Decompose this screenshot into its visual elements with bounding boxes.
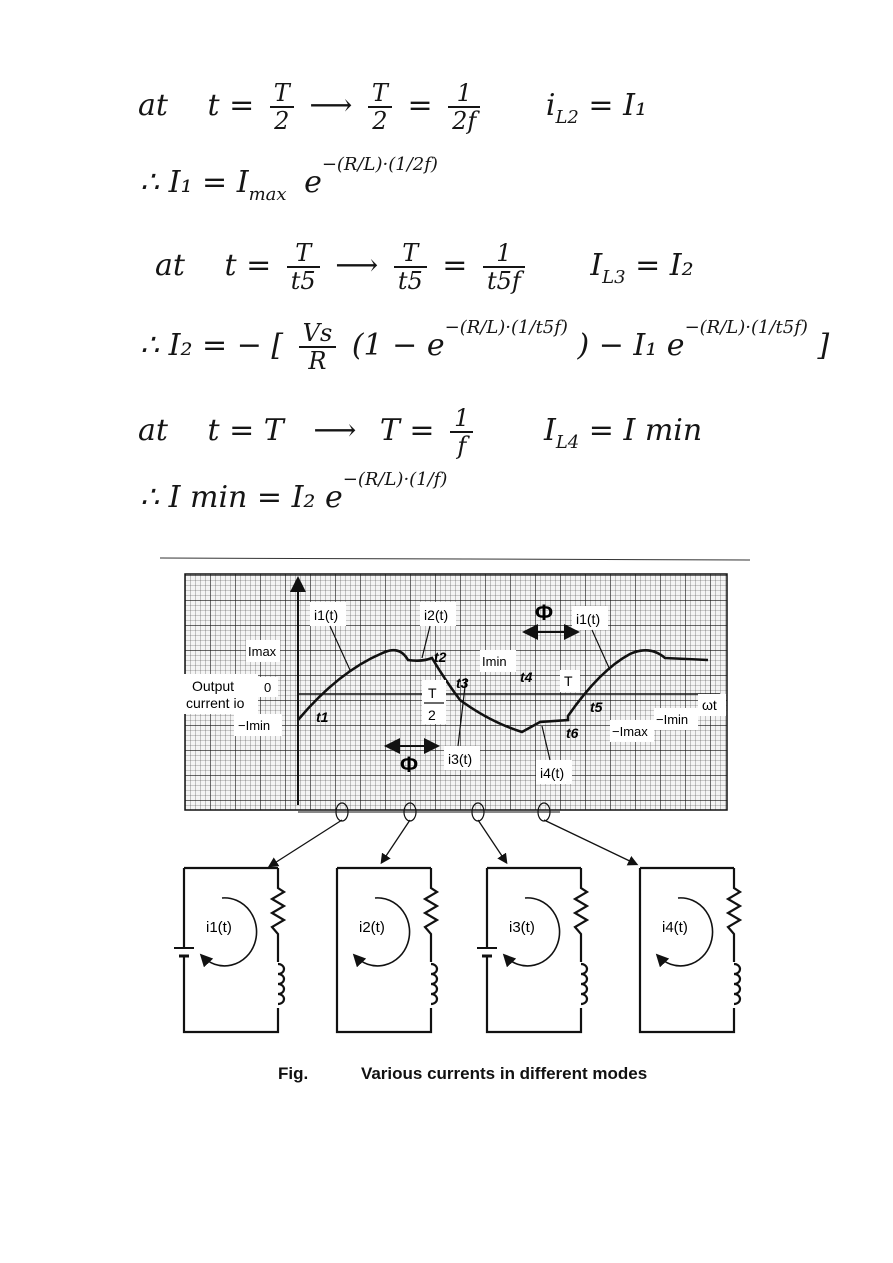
svg-text:T: T [428,685,437,701]
circuit-3 [477,868,587,1032]
eq1-frac1: $\frac{T}{2}$ [270,80,294,134]
svg-text:Φ: Φ [535,600,554,625]
eq3-eqsign: = [442,248,468,283]
eq4-exp1: −(R/L)·(1/t5f) [444,317,568,338]
eq4-middle: (1 − e [351,328,445,363]
eq3-prefix: at [155,248,185,283]
svg-text:Imin: Imin [482,654,507,669]
eq3-frac1: $\frac{T}{t5}$ [287,240,320,294]
battery-icon [174,948,194,964]
svg-text:−Imin: −Imin [238,718,271,733]
label-neg-imin-right [654,708,698,730]
equation-line-4 [140,317,830,375]
eq5-result-rhs: = I min [588,413,703,448]
marker-t4: t4 [520,669,533,685]
marker-t5: t5 [590,699,603,715]
eq1-result-rhs: = I₁ [588,88,647,123]
eq6-text: ∴ I min = I₂ e [140,480,343,515]
svg-text:Output: Output [192,678,235,694]
label-neg-imin [234,714,282,736]
caption-label: Fig. [278,1064,309,1083]
eq3-result-rhs: = I₂ [635,248,694,283]
equation-line-3 [155,240,694,294]
eq6-exp: −(R/L)·(1/f) [342,469,448,490]
eq3-frac3: $\frac{1}{t5f}$ [483,240,525,294]
marker-t6: t6 [566,725,579,741]
eq2-text: ∴ I₁ = I [140,165,249,200]
eq5-prefix: at [138,413,168,448]
eq5-mid: T = [379,413,435,448]
svg-text:i4(t): i4(t) [540,765,565,781]
label-omega-t [698,694,726,716]
battery-icon [477,948,497,964]
svg-text:i2(t): i2(t) [424,607,449,623]
figure-caption [278,1064,647,1084]
eq4-rest: ) − I₁ e [577,328,685,363]
eq2-sub: max [248,184,287,205]
marker-t3: t3 [456,675,469,691]
label-half-T [422,680,446,724]
circuit-2 [337,868,437,1032]
eq5-lhs: t = T [207,413,284,448]
equation-line-1 [138,80,647,134]
svg-text:Φ: Φ [400,752,419,777]
label-T [560,670,580,692]
caption-text: Various currents in different modes [360,1064,648,1083]
label-zero [258,677,278,697]
equation-line-5 [138,405,702,459]
eq1-arrow: ⟶ [309,88,353,123]
eq4-end: ] [817,328,830,363]
circuits [174,868,740,1032]
eq2-exp-base: e [304,165,322,200]
eq1-frac3: $\frac{1}{2f}$ [448,80,480,134]
eq3-arrow: ⟶ [335,248,379,283]
svg-text:−Imin: −Imin [656,712,689,727]
svg-text:T: T [564,673,573,689]
eq5-arrow: ⟶ [313,413,357,448]
circuit-current-label: i3(t) [509,919,535,936]
eq4-exp2: −(R/L)·(1/t5f) [684,317,808,338]
circuit-4 [640,868,740,1032]
marker-t1: t1 [316,709,329,725]
label-imin [480,650,516,672]
eq4-text: ∴ I₂ = − [ [140,328,284,363]
eq3-result-lhs: I [590,248,603,283]
eq5-frac3: $\frac{1}{f}$ [450,405,473,459]
eq4-frac: $\frac{Vs}{R}$ [299,320,337,374]
circuit-current-label: i2(t) [359,919,385,936]
label-neg-imax-right [610,720,654,742]
svg-text:i1(t): i1(t) [576,611,601,627]
eq1-prefix: at [138,88,168,123]
eq5-result-sub: L4 [555,432,580,453]
circuit-current-label: i1(t) [206,919,232,936]
eq1-lhs: t = [207,88,255,123]
label-output-current [184,674,258,714]
eq2-exp: −(R/L)·(1/2f) [321,154,438,175]
circuit-pointers [270,820,636,866]
eq1-result-sub: L2 [555,107,579,128]
separator-line [160,558,750,560]
svg-text:current io: current io [186,695,245,711]
eq1-result-lhs: i [545,88,556,123]
figure [160,550,760,1070]
figure-svg [160,550,760,1070]
svg-text:ωt: ωt [702,697,717,713]
svg-text:2: 2 [428,707,436,723]
label-imax [246,640,280,662]
circuit-1 [174,868,284,1032]
eq3-result-sub: L3 [602,267,626,288]
circuit-current-label: i4(t) [662,919,688,936]
eq1-eqsign: = [407,88,433,123]
svg-text:i3(t): i3(t) [448,751,473,767]
eq3-lhs: t = [224,248,272,283]
svg-text:i1(t): i1(t) [314,607,339,623]
eq1-frac2: $\frac{T}{2}$ [368,80,392,134]
svg-text:−Imax: −Imax [612,724,648,739]
marker-t2: t2 [434,649,447,665]
svg-text:Imax: Imax [248,644,277,659]
eq5-result-lhs: I [543,413,556,448]
eq3-frac2: $\frac{T}{t5}$ [394,240,427,294]
svg-text:0: 0 [264,680,272,695]
